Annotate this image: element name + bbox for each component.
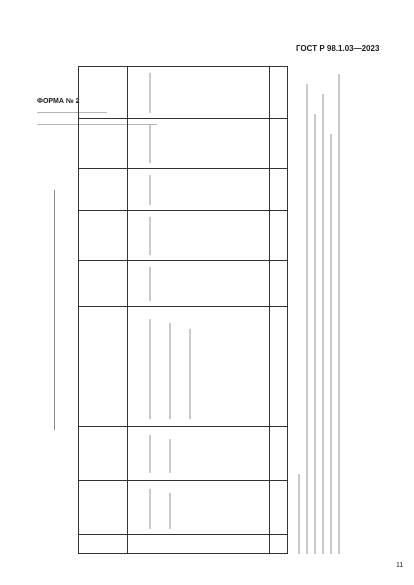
standard-code: ГОСТ Р 98.1.03—2023 — [296, 44, 380, 53]
cell-text-placeholder — [149, 73, 151, 113]
column-divider-2 — [79, 480, 287, 481]
cell-text-placeholder — [169, 323, 171, 419]
cell-text-placeholder — [149, 267, 151, 301]
cell-text-placeholder — [149, 217, 151, 255]
page-number: 11 — [396, 562, 404, 569]
cell-text-placeholder — [189, 329, 191, 419]
table-grid — [78, 66, 288, 554]
form-title: ФОРМА № 2 — [37, 98, 80, 105]
cell-text-placeholder — [149, 435, 151, 473]
column-divider-1 — [79, 534, 287, 535]
cell-text-placeholder — [149, 319, 151, 419]
column-divider-7 — [79, 168, 287, 169]
column-divider-3 — [79, 426, 287, 427]
column-divider-6 — [79, 210, 287, 211]
cell-text-placeholder — [149, 175, 151, 205]
cell-text-placeholder — [149, 489, 151, 529]
notes-placeholder — [298, 66, 346, 554]
cell-text-placeholder — [169, 493, 171, 529]
column-divider-5 — [79, 260, 287, 261]
cell-text-placeholder — [149, 125, 151, 163]
cell-text-placeholder — [169, 439, 171, 473]
column-divider-8 — [79, 118, 287, 119]
caption-rule — [54, 190, 55, 430]
column-divider-4 — [79, 306, 287, 307]
rotated-table-block — [30, 60, 385, 560]
